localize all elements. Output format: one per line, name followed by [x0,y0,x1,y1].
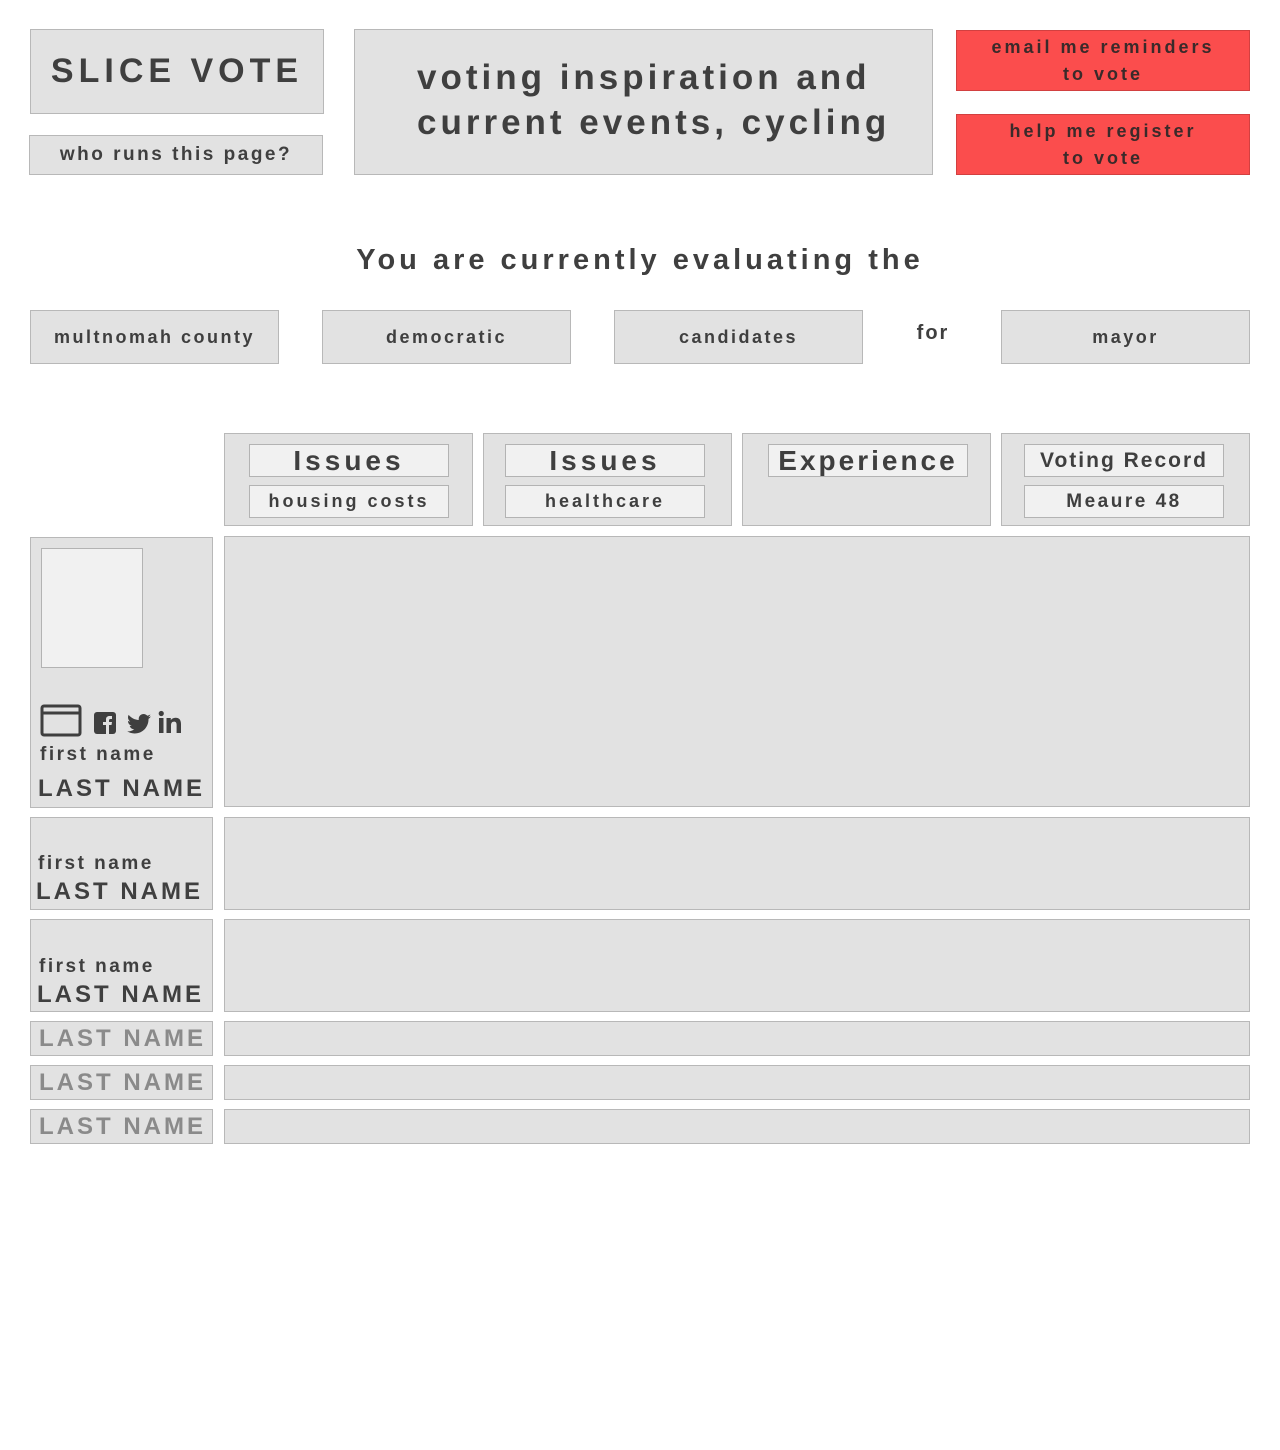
candidate-last-name: LAST NAME [39,1069,206,1096]
twitter-icon[interactable] [127,714,151,734]
reminders-line-1: email me reminders [991,36,1215,57]
candidate-summary-panel [224,1065,1250,1100]
candidate-summary-panel [224,1109,1250,1144]
email-reminders-button[interactable] [956,30,1250,91]
candidate-detail-panel [224,536,1250,807]
column-title: Issues [505,444,705,477]
candidate-first-name: first name [40,744,156,765]
candidate-summary-panel [224,817,1250,910]
candidate-last-name: LAST NAME [37,981,204,1008]
logo[interactable] [30,29,324,114]
candidate-summary-panel [224,919,1250,1012]
column-subtitle: Meaure 48 [1024,485,1224,518]
column-issues-housing[interactable] [224,433,473,526]
register-button[interactable] [956,114,1250,175]
column-title: Voting Record [1024,444,1224,477]
register-line-1: help me register [1009,120,1197,141]
candidate-card-collapsed[interactable] [30,1021,213,1056]
party-selector[interactable] [322,310,571,364]
reminders-line-2: to vote [1062,63,1143,84]
banner-line-1: voting inspiration and [417,58,871,97]
candidate-card[interactable] [30,919,213,1012]
candidate-first-name: first name [39,956,155,977]
banner-line-2: current events, cycling [417,103,891,142]
party-label: democratic [385,326,508,347]
type-selector[interactable] [614,310,863,364]
candidate-last-name: LAST NAME [39,1113,206,1140]
candidate-card-collapsed[interactable] [30,1109,213,1144]
column-title: Experience [768,444,968,477]
candidate-card[interactable] [30,537,213,808]
candidate-last-name: LAST NAME [36,878,203,905]
candidate-card[interactable] [30,817,213,910]
type-label: candidates [678,326,799,347]
region-label: multnomah county [54,326,255,347]
candidate-last-name: LAST NAME [39,1025,206,1052]
candidate-last-name: LAST NAME [38,775,205,802]
column-subtitle: healthcare [505,485,705,518]
for-label: for [916,322,950,344]
column-issues-healthcare[interactable] [483,433,732,526]
candidate-card-collapsed[interactable] [30,1065,213,1100]
candidate-summary-panel [224,1021,1250,1056]
column-title: Issues [249,444,449,477]
logo-text: SLICE VOTE [50,52,304,90]
social-links [40,702,200,738]
who-runs-button[interactable] [29,135,323,175]
candidate-first-name: first name [38,853,154,874]
region-selector[interactable] [30,310,279,364]
column-experience[interactable] [742,433,991,526]
column-voting-record[interactable] [1001,433,1250,526]
office-selector[interactable] [1001,310,1250,364]
website-icon[interactable] [40,704,82,737]
register-line-2: to vote [1062,147,1143,168]
evaluating-heading: You are currently evaluating the [356,244,924,276]
office-label: mayor [1092,326,1159,347]
facebook-icon[interactable] [94,712,116,734]
who-runs-label: who runs this page? [59,144,293,165]
linkedin-icon[interactable] [158,710,182,734]
candidate-photo [41,548,143,668]
column-subtitle: housing costs [249,485,449,518]
inspiration-banner [354,29,933,175]
